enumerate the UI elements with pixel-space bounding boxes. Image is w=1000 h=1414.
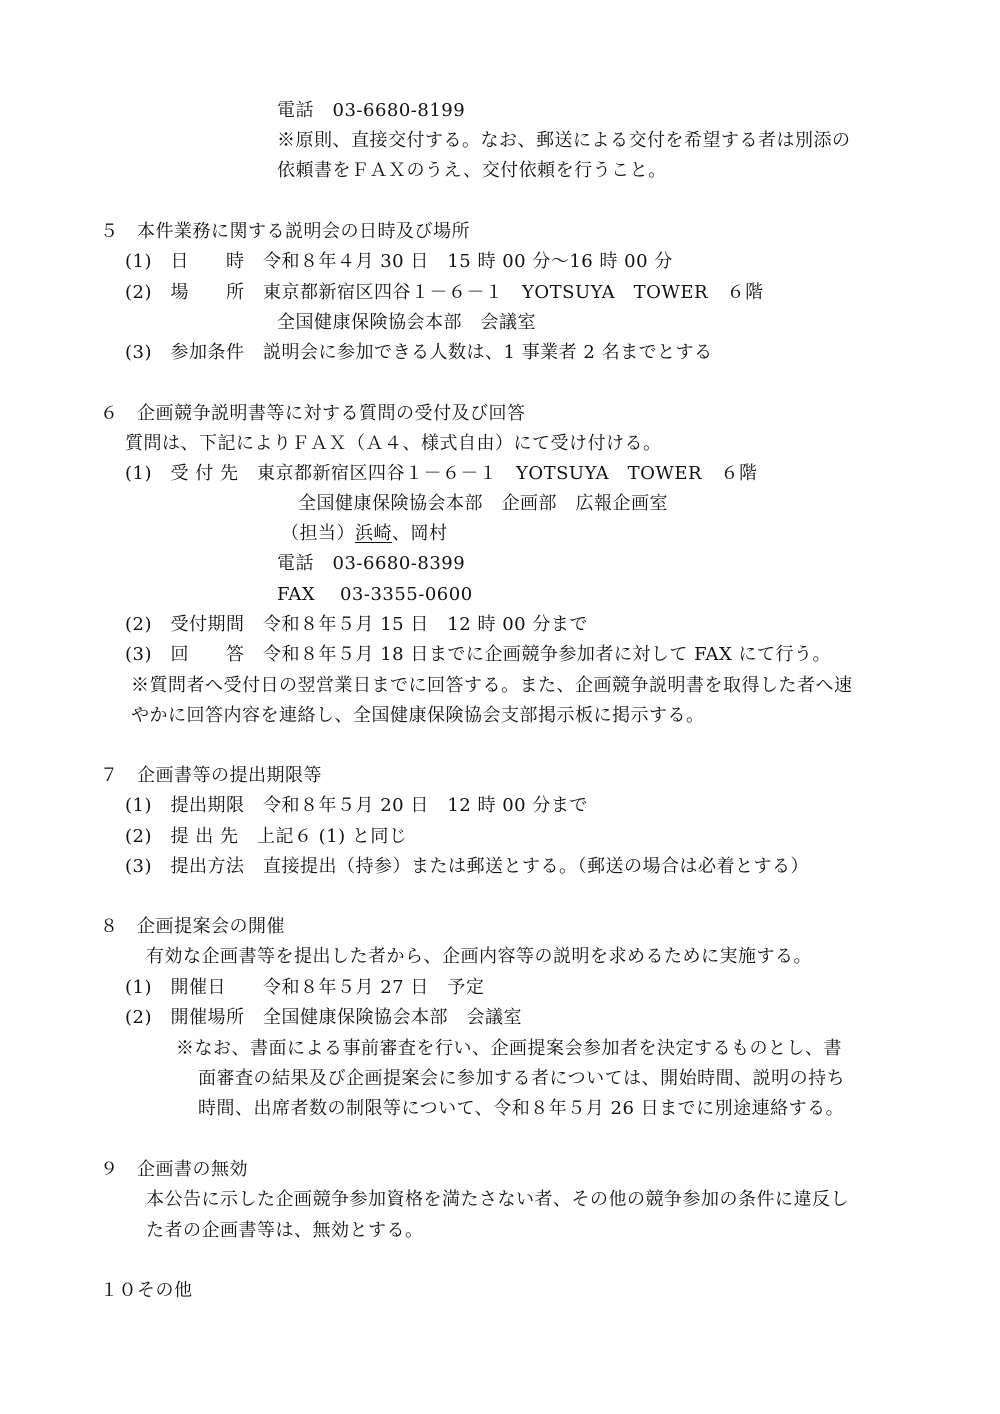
section7-heading: ７ 企画書等の提出期限等 (100, 765, 322, 786)
section6-note-line2: やかに回答内容を連絡し、全国健康保険協会支部掲示板に掲示する。 (131, 705, 705, 726)
section5-heading: ５ 本件業務に関する説明会の日時及び場所 (100, 221, 470, 242)
section7-item2: (2) 提 出 先 上記６ (1) と同じ (125, 826, 408, 847)
top-note-line1: ※原則、直接交付する。なお、郵送による交付を希望する者は別添の (277, 130, 851, 151)
contact-label: （担当） (281, 523, 355, 544)
section6-note-line1: ※質問者へ受付日の翌営業日までに回答する。また、企画競争説明書を取得した者へ速 (131, 675, 853, 696)
section6-item3: (3) 回 答 令和８年５月 18 日までに企画競争参加者に対して FAX にて行う。 (125, 644, 832, 665)
section6-item1-person (281, 523, 448, 545)
section5-item1: (1) 日 時 令和８年４月 30 日 15 時 00 分〜16 時 00 分 (125, 251, 673, 272)
section7-item1: (1) 提出期限 令和８年５月 20 日 12 時 00 分まで (125, 795, 588, 816)
section9-heading: ９ 企画書の無効 (100, 1159, 248, 1180)
section8-note-line3: 時間、出席者数の制限等について、令和８年５月 26 日までに別途連絡する。 (198, 1098, 845, 1119)
section8-note-line1: ※なお、書面による事前審査を行い、企画提案会参加者を決定するものとし、書 (176, 1038, 842, 1059)
section9-body-line2: た者の企画書等は、無効とする。 (146, 1220, 424, 1241)
section6-item1-dept: 全国健康保険協会本部 企画部 広報企画室 (298, 493, 668, 514)
section6-item2: (2) 受付期間 令和８年５月 15 日 12 時 00 分まで (125, 614, 588, 635)
section9-body-line1: 本公告に示した企画競争参加資格を満たさない者、その他の競争参加の条件に違反し (146, 1189, 849, 1210)
section6-heading: ６ 企画競争説明書等に対する質問の受付及び回答 (100, 403, 526, 424)
section8-note-line2: 面審査の結果及び企画提案会に参加する者については、開始時間、説明の持ち (198, 1068, 846, 1089)
section6-item1-fax: FAX 03-3355-0600 (277, 584, 473, 605)
contact-name-underlined: 浜崎 (355, 523, 392, 544)
section8-intro: 有効な企画書等を提出した者から、企画内容等の説明を求めるために実施する。 (146, 946, 812, 967)
section6-item1: (1) 受 付 先 東京都新宿区四谷１－６－１ YOTSUYA TOWER ６階 (125, 463, 758, 484)
section5-item3: (3) 参加条件 説明会に参加できる人数は、1 事業者 2 名までとする (125, 342, 713, 363)
section10-heading: １０その他 (100, 1280, 193, 1301)
contact-name-rest: 、岡村 (392, 523, 448, 544)
section7-item3: (3) 提出方法 直接提出（持参）または郵送とする。（郵送の場合は必着とする） (125, 856, 809, 877)
top-phone: 電話 03-6680-8199 (277, 100, 466, 121)
section8-item2: (2) 開催場所 全国健康保険協会本部 会議室 (125, 1007, 522, 1028)
section5-item2-line2: 全国健康保険協会本部 会議室 (277, 312, 536, 333)
section5-item2: (2) 場 所 東京都新宿区四谷１－６－１ YOTSUYA TOWER ６階 (125, 282, 764, 303)
top-note-line2: 依頼書をＦＡＸのうえ、交付依頼を行うこと。 (277, 160, 667, 181)
section8-item1: (1) 開催日 令和８年５月 27 日 予定 (125, 977, 485, 998)
section6-intro: 質問は、下記によりＦＡＸ（Ａ４、様式自由）にて受け付ける。 (125, 433, 662, 454)
section8-heading: ８ 企画提案会の開催 (100, 916, 285, 937)
section6-item1-phone: 電話 03-6680-8399 (277, 553, 466, 574)
